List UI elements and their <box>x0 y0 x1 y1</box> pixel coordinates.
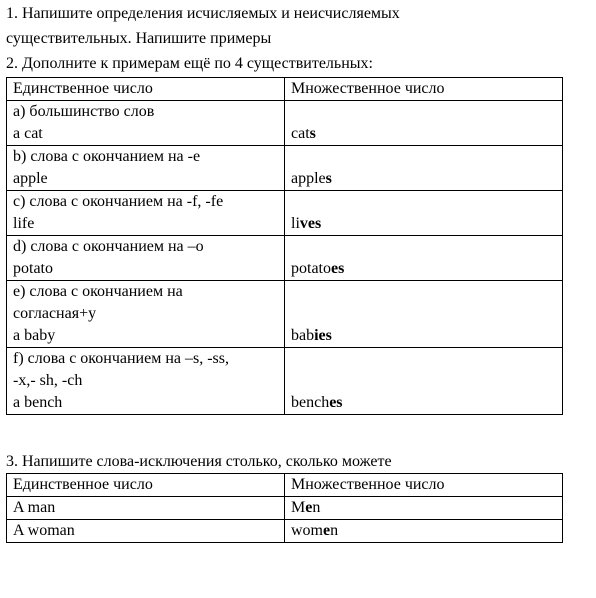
table-row <box>7 520 563 543</box>
singular-cell <box>7 236 285 281</box>
example-word: life <box>13 215 35 232</box>
plural-cell <box>285 348 563 415</box>
plural-ending: s <box>309 125 316 142</box>
plural-part: n <box>330 522 339 539</box>
plural-vowel: e <box>305 499 313 516</box>
plural-part: n <box>312 499 321 516</box>
table-row <box>7 101 563 146</box>
task2-title: 2. Дополните к примерам ещё по 4 существительных: <box>6 55 373 72</box>
plural-cell <box>285 497 563 520</box>
task1-line2: существительных. Напишите примеры <box>6 30 272 47</box>
rule-line: d) слова с окончанием на –o <box>13 238 204 255</box>
plural-part: M <box>291 499 306 516</box>
table-row <box>7 348 563 415</box>
plural-cell <box>285 146 563 191</box>
table-row <box>7 146 563 191</box>
header-singular: Единственное число <box>7 474 285 497</box>
rule-line: a) большинство слов <box>13 103 155 120</box>
plural-ending: ies <box>314 327 332 344</box>
plural-stem: bench <box>291 394 330 411</box>
singular-cell <box>7 101 285 146</box>
plural-stem: apple <box>291 170 326 187</box>
plural-ending: es <box>331 260 345 277</box>
singular-cell <box>7 146 285 191</box>
rule-line: -x,- sh, -ch <box>13 372 83 389</box>
table-row <box>7 281 563 348</box>
example-word: potato <box>13 260 53 277</box>
header-plural: Множественное число <box>285 78 563 101</box>
plural-cell <box>285 191 563 236</box>
rule-line: согласная+y <box>13 305 97 322</box>
plural-stem: cat <box>291 125 310 142</box>
table-header-row <box>7 78 563 101</box>
table-row <box>7 191 563 236</box>
singular-cell <box>7 281 285 348</box>
task1-line1: 1. Напишите определения исчисляемых и неисчисляемых <box>6 5 400 22</box>
plural-part: wom <box>291 522 323 539</box>
example-word: a bench <box>13 394 63 411</box>
plural-stem: li <box>291 215 300 232</box>
plural-ending: es <box>329 394 343 411</box>
table-row <box>7 497 563 520</box>
plural-stem: potato <box>291 260 331 277</box>
rule-line: e) слова с окончанием на <box>13 283 183 300</box>
table-row <box>7 236 563 281</box>
plural-cell <box>285 236 563 281</box>
plural-cell <box>285 281 563 348</box>
rule-line: b) слова с окончанием на -e <box>13 148 201 165</box>
example-word: apple <box>13 170 48 187</box>
singular-cell <box>7 348 285 415</box>
plural-vowel: e <box>323 522 331 539</box>
header-singular: Единственное число <box>7 78 285 101</box>
singular-cell <box>7 191 285 236</box>
example-word: a cat <box>13 125 43 142</box>
rule-line: c) слова с окончанием на -f, -fe <box>13 193 224 210</box>
plural-cell <box>285 520 563 543</box>
plural-stem: bab <box>291 327 315 344</box>
plural-ending: s <box>325 170 332 187</box>
task3-title: 3. Напишите слова-исключения столько, сколько можете <box>6 453 392 470</box>
example-word: a baby <box>13 327 56 344</box>
plural-ending: ves <box>299 215 322 232</box>
rule-line: f) слова с окончанием на –s, -ss, <box>13 350 229 367</box>
singular-cell: A man <box>7 497 285 520</box>
exceptions-table <box>6 473 563 543</box>
plural-rules-table <box>6 77 563 415</box>
singular-cell: A woman <box>7 520 285 543</box>
table-header-row <box>7 474 563 497</box>
plural-cell <box>285 101 563 146</box>
header-plural: Множественное число <box>285 474 563 497</box>
